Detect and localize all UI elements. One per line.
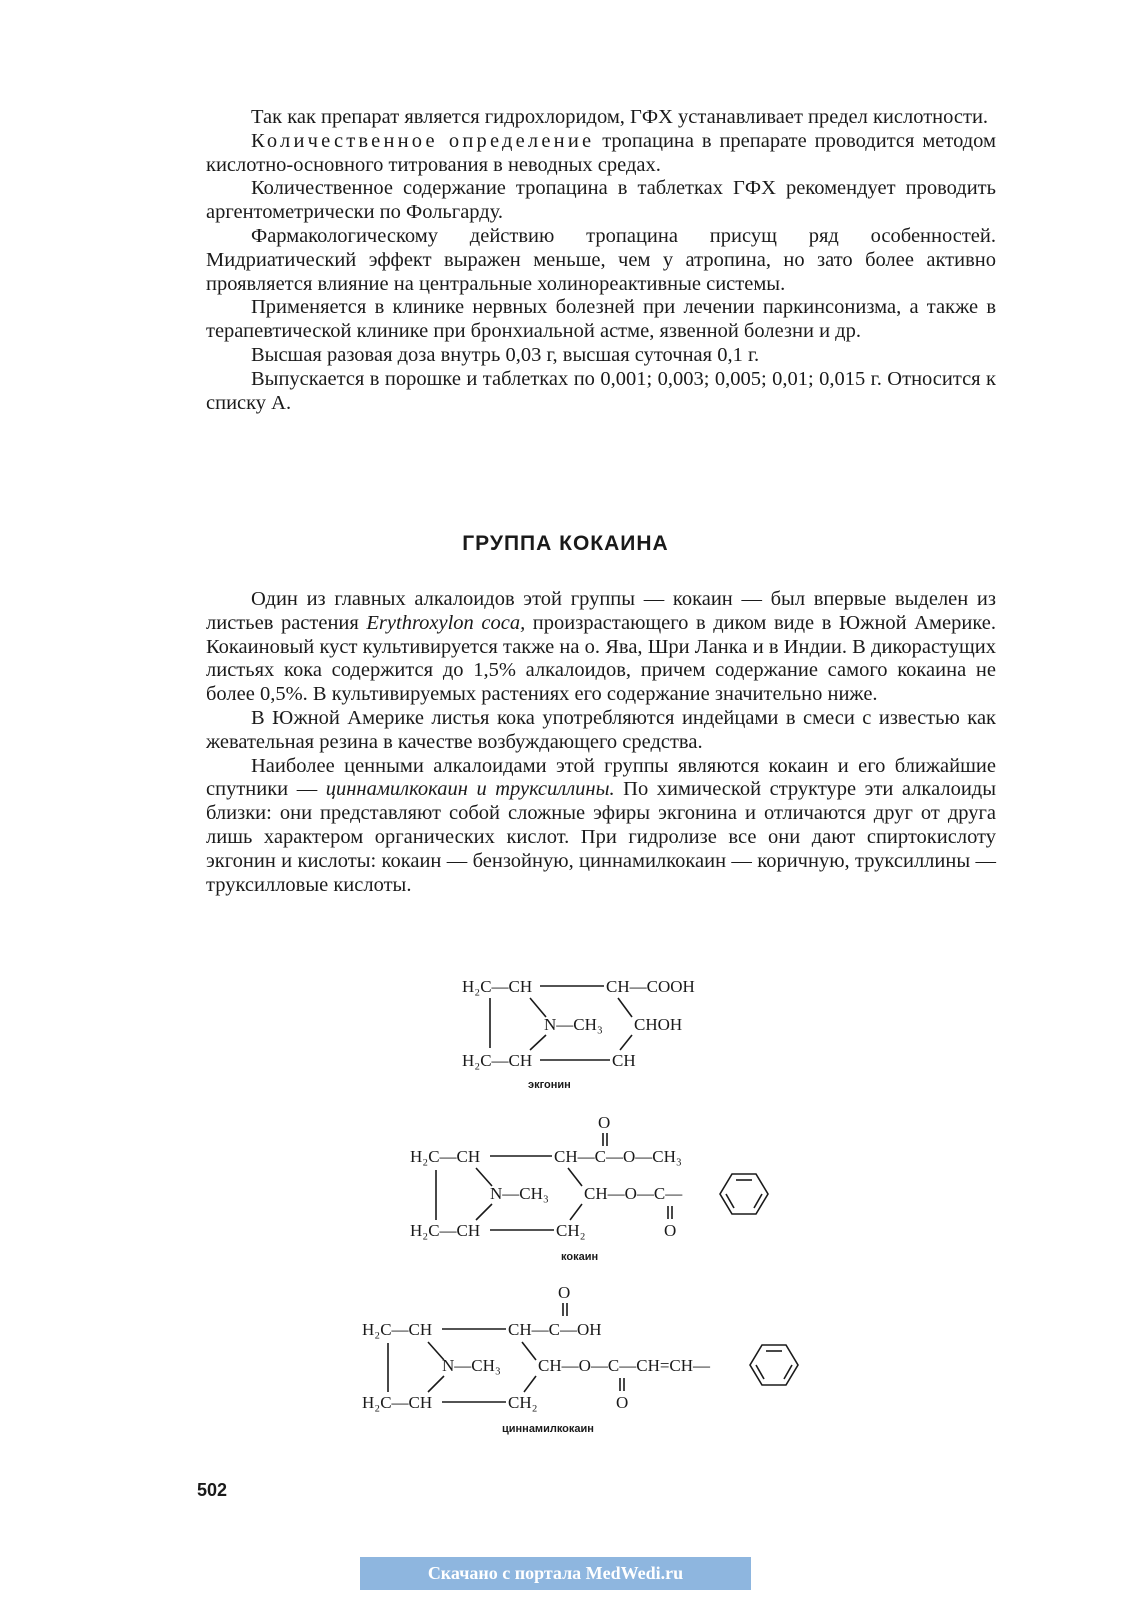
bond-line <box>476 1204 492 1220</box>
formula-text: CH—C—OH <box>508 1320 602 1339</box>
formula-text: O <box>616 1393 629 1412</box>
cinnamylcocaine-structure <box>362 1283 798 1435</box>
bond-line <box>524 1376 536 1392</box>
paragraph-text: По химической структуре эти алкалоиды близки: они представляют собой сложные эфиры экгонина и отличаются друг от друга лишь характером органических кислот. При гидролизе все они дают спиртокислоту экгонин и кислоты: кокаин — бензойную, циннамилкокаин — коричную, труксиллины — труксилловые кислоты. <box>206 778 997 896</box>
formula-text: O <box>598 1113 611 1132</box>
formula-text: H₂C—CH <box>362 1393 433 1412</box>
bond-line <box>570 1204 582 1220</box>
paragraph: Выпускается в порошке и таблетках по 0,001; 0,003; 0,005; 0,01; 0,015 г. Относится к списку А. <box>206 367 996 414</box>
formula-text: H₂C—CH <box>362 1320 433 1339</box>
paragraph-text: произрастающего в диком виде в Южной Америке. Кокаиновый куст культивируется также на о. Ява, Шри Ланка и в Индии. В дикорастущих листьях кока содержится до 1,5% алкалоидов, причем содержание самого кокаина не более 0,5%. В культивируемых растениях его содержание значительно ниже. <box>206 611 996 706</box>
paragraph-text: Один из главных алкалоидов этой группы — кокаин — был впервые выделен из листьев растения <box>206 588 996 634</box>
formula-text: CH <box>612 1051 636 1070</box>
bond-line <box>428 1376 444 1392</box>
formula-text: N—CH₃ <box>490 1184 549 1203</box>
bond-line <box>568 1168 582 1186</box>
bond-line <box>530 1035 546 1050</box>
formula-text: H₂C—CH <box>410 1147 481 1166</box>
formula-text: CH—C—O—CH₃ <box>554 1147 682 1166</box>
formula-text: O <box>664 1221 677 1240</box>
formula-text: CH—O—C— <box>584 1184 683 1203</box>
formula-caption: экгонин <box>528 1079 571 1091</box>
paragraph: Высшая разовая доза внутрь 0,03 г, высшая суточная 0,1 г. <box>251 343 760 366</box>
paragraph: Так как препарат является гидрохлоридом, ГФХ устанавливает предел кислотности. <box>251 106 989 128</box>
section-heading: ГРУППА КОКАИНА <box>462 532 669 555</box>
paragraph: В Южной Америке листья кока употребляются индейцами в смеси с известью как жевательная резина в качестве возбуждающего средства. <box>206 706 996 753</box>
cocaine-structure <box>410 1113 768 1263</box>
bond-line <box>620 1035 632 1050</box>
latin-name: Erythroxylon coca, <box>366 611 526 634</box>
ecgonine-structure <box>462 977 695 1091</box>
paragraph: Применяется в клинике нервных болезней при лечении паркинсонизма, а также в терапевтической клинике при бронхиальной астме, язвенной болезни и др. <box>206 296 996 343</box>
paragraph-text: Наиболее ценными алкалоидами этой группы являются кокаин и его ближайшие спутники — <box>206 754 996 801</box>
formula-text: CH₂ <box>556 1221 586 1240</box>
bond-line <box>618 998 632 1017</box>
formula-text: CHOH <box>634 1015 683 1034</box>
formula-caption: кокаин <box>561 1251 599 1263</box>
formula-text: O <box>558 1283 571 1302</box>
page-number: 502 <box>197 1480 228 1500</box>
paragraph: Фармакологическому действию тропацина присущ ряд особенностей. Мидриатический эффект выражен меньше, чем у атропина, но зато более активно проявляется влияние на центральные холинореактивные системы. <box>206 224 996 295</box>
formula-text: CH₂ <box>508 1393 538 1412</box>
formula-text: N—CH₃ <box>442 1356 501 1375</box>
formula-text: CH—COOH <box>606 977 695 996</box>
formula-caption: циннамилкокаин <box>502 1423 594 1435</box>
paragraph-text: тропацина в препарате проводится методом кислотно-основного титрования в неводных средах. <box>206 129 997 176</box>
formula-text: CH—O—C—CH=CH— <box>538 1356 711 1375</box>
formula-text: H₂C—CH <box>410 1221 481 1240</box>
download-banner[interactable]: Скачано с портала MedWedi.ru <box>360 1557 751 1590</box>
spaced-term: Количественное определение <box>251 129 595 152</box>
formula-text: H₂C—CH <box>462 977 533 996</box>
formula-text: H₂C—CH <box>462 1051 533 1070</box>
italic-term: циннамилкокаин и труксиллины. <box>325 778 615 801</box>
bond-line <box>522 1342 536 1360</box>
paragraph: Количественное содержание тропацина в таблетках ГФХ рекомендует проводить аргентометрически по Фольгарду. <box>206 177 996 224</box>
formula-text: N—CH₃ <box>544 1015 603 1034</box>
